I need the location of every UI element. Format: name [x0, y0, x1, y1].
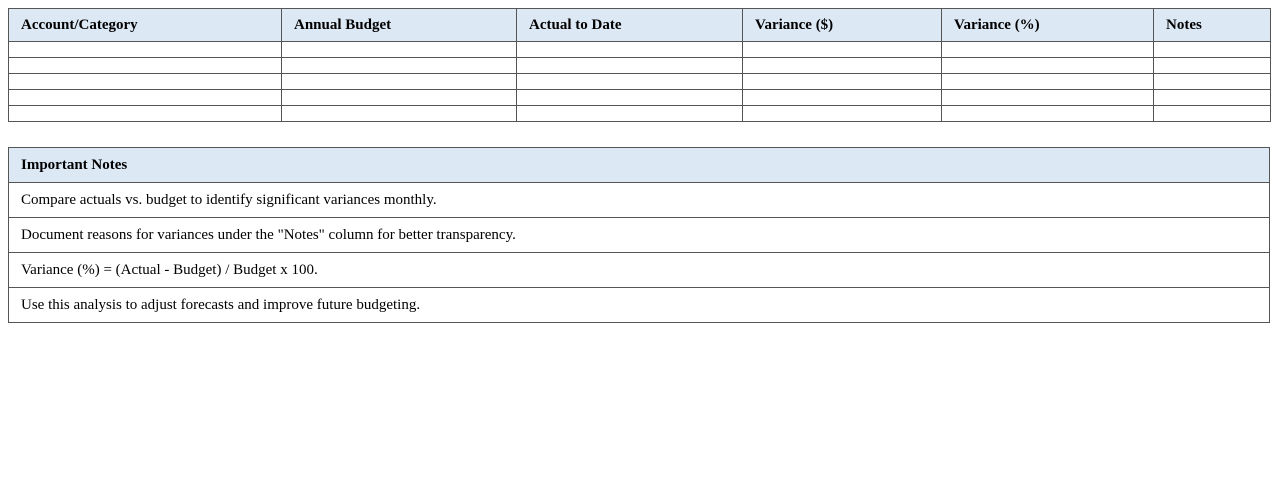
budget-variance-table: [8, 8, 1271, 122]
table-cell[interactable]: [1154, 90, 1271, 106]
column-header-variance-dollars: Variance ($): [743, 9, 942, 42]
table-cell[interactable]: [1154, 106, 1271, 122]
table-cell[interactable]: [517, 90, 743, 106]
table-cell[interactable]: [1154, 74, 1271, 90]
important-notes-table: [8, 147, 1270, 323]
table-cell[interactable]: [282, 42, 517, 58]
column-header-annual-budget: Annual Budget: [282, 9, 517, 42]
table-cell[interactable]: [743, 90, 942, 106]
table-cell[interactable]: [743, 106, 942, 122]
table-cell[interactable]: [9, 42, 282, 58]
list-item: [9, 218, 1270, 253]
column-header-account-category: Account/Category: [9, 9, 282, 42]
table-header-row: [9, 9, 1271, 42]
notes-header-row: [9, 148, 1270, 183]
table-cell[interactable]: [942, 58, 1154, 74]
column-header-variance-percent: Variance (%): [942, 9, 1154, 42]
table-row: [9, 106, 1271, 122]
note-text: Use this analysis to adjust forecasts and improve future budgeting.: [9, 288, 1270, 323]
notes-header: Important Notes: [9, 148, 1270, 183]
table-cell[interactable]: [282, 106, 517, 122]
note-text: Document reasons for variances under the "Notes" column for better transparency.: [9, 218, 1270, 253]
table-row: [9, 90, 1271, 106]
table-cell[interactable]: [9, 58, 282, 74]
column-header-notes: Notes: [1154, 9, 1271, 42]
table-cell[interactable]: [517, 42, 743, 58]
table-cell[interactable]: [282, 58, 517, 74]
table-cell[interactable]: [942, 74, 1154, 90]
table-cell[interactable]: [1154, 58, 1271, 74]
table-cell[interactable]: [517, 74, 743, 90]
table-row: [9, 42, 1271, 58]
table-cell[interactable]: [942, 90, 1154, 106]
table-cell[interactable]: [9, 106, 282, 122]
table-row: [9, 58, 1271, 74]
note-text: Compare actuals vs. budget to identify significant variances monthly.: [9, 183, 1270, 218]
table-cell[interactable]: [9, 74, 282, 90]
table-cell[interactable]: [743, 58, 942, 74]
column-header-actual-to-date: Actual to Date: [517, 9, 743, 42]
table-cell[interactable]: [9, 90, 282, 106]
table-cell[interactable]: [282, 90, 517, 106]
table-row: [9, 74, 1271, 90]
table-cell[interactable]: [942, 106, 1154, 122]
table-cell[interactable]: [517, 106, 743, 122]
table-cell[interactable]: [1154, 42, 1271, 58]
list-item: [9, 253, 1270, 288]
list-item: [9, 183, 1270, 218]
table-cell[interactable]: [942, 42, 1154, 58]
table-cell[interactable]: [282, 74, 517, 90]
list-item: [9, 288, 1270, 323]
table-cell[interactable]: [517, 58, 743, 74]
note-text: Variance (%) = (Actual - Budget) / Budget x 100.: [9, 253, 1270, 288]
table-cell[interactable]: [743, 74, 942, 90]
table-cell[interactable]: [743, 42, 942, 58]
